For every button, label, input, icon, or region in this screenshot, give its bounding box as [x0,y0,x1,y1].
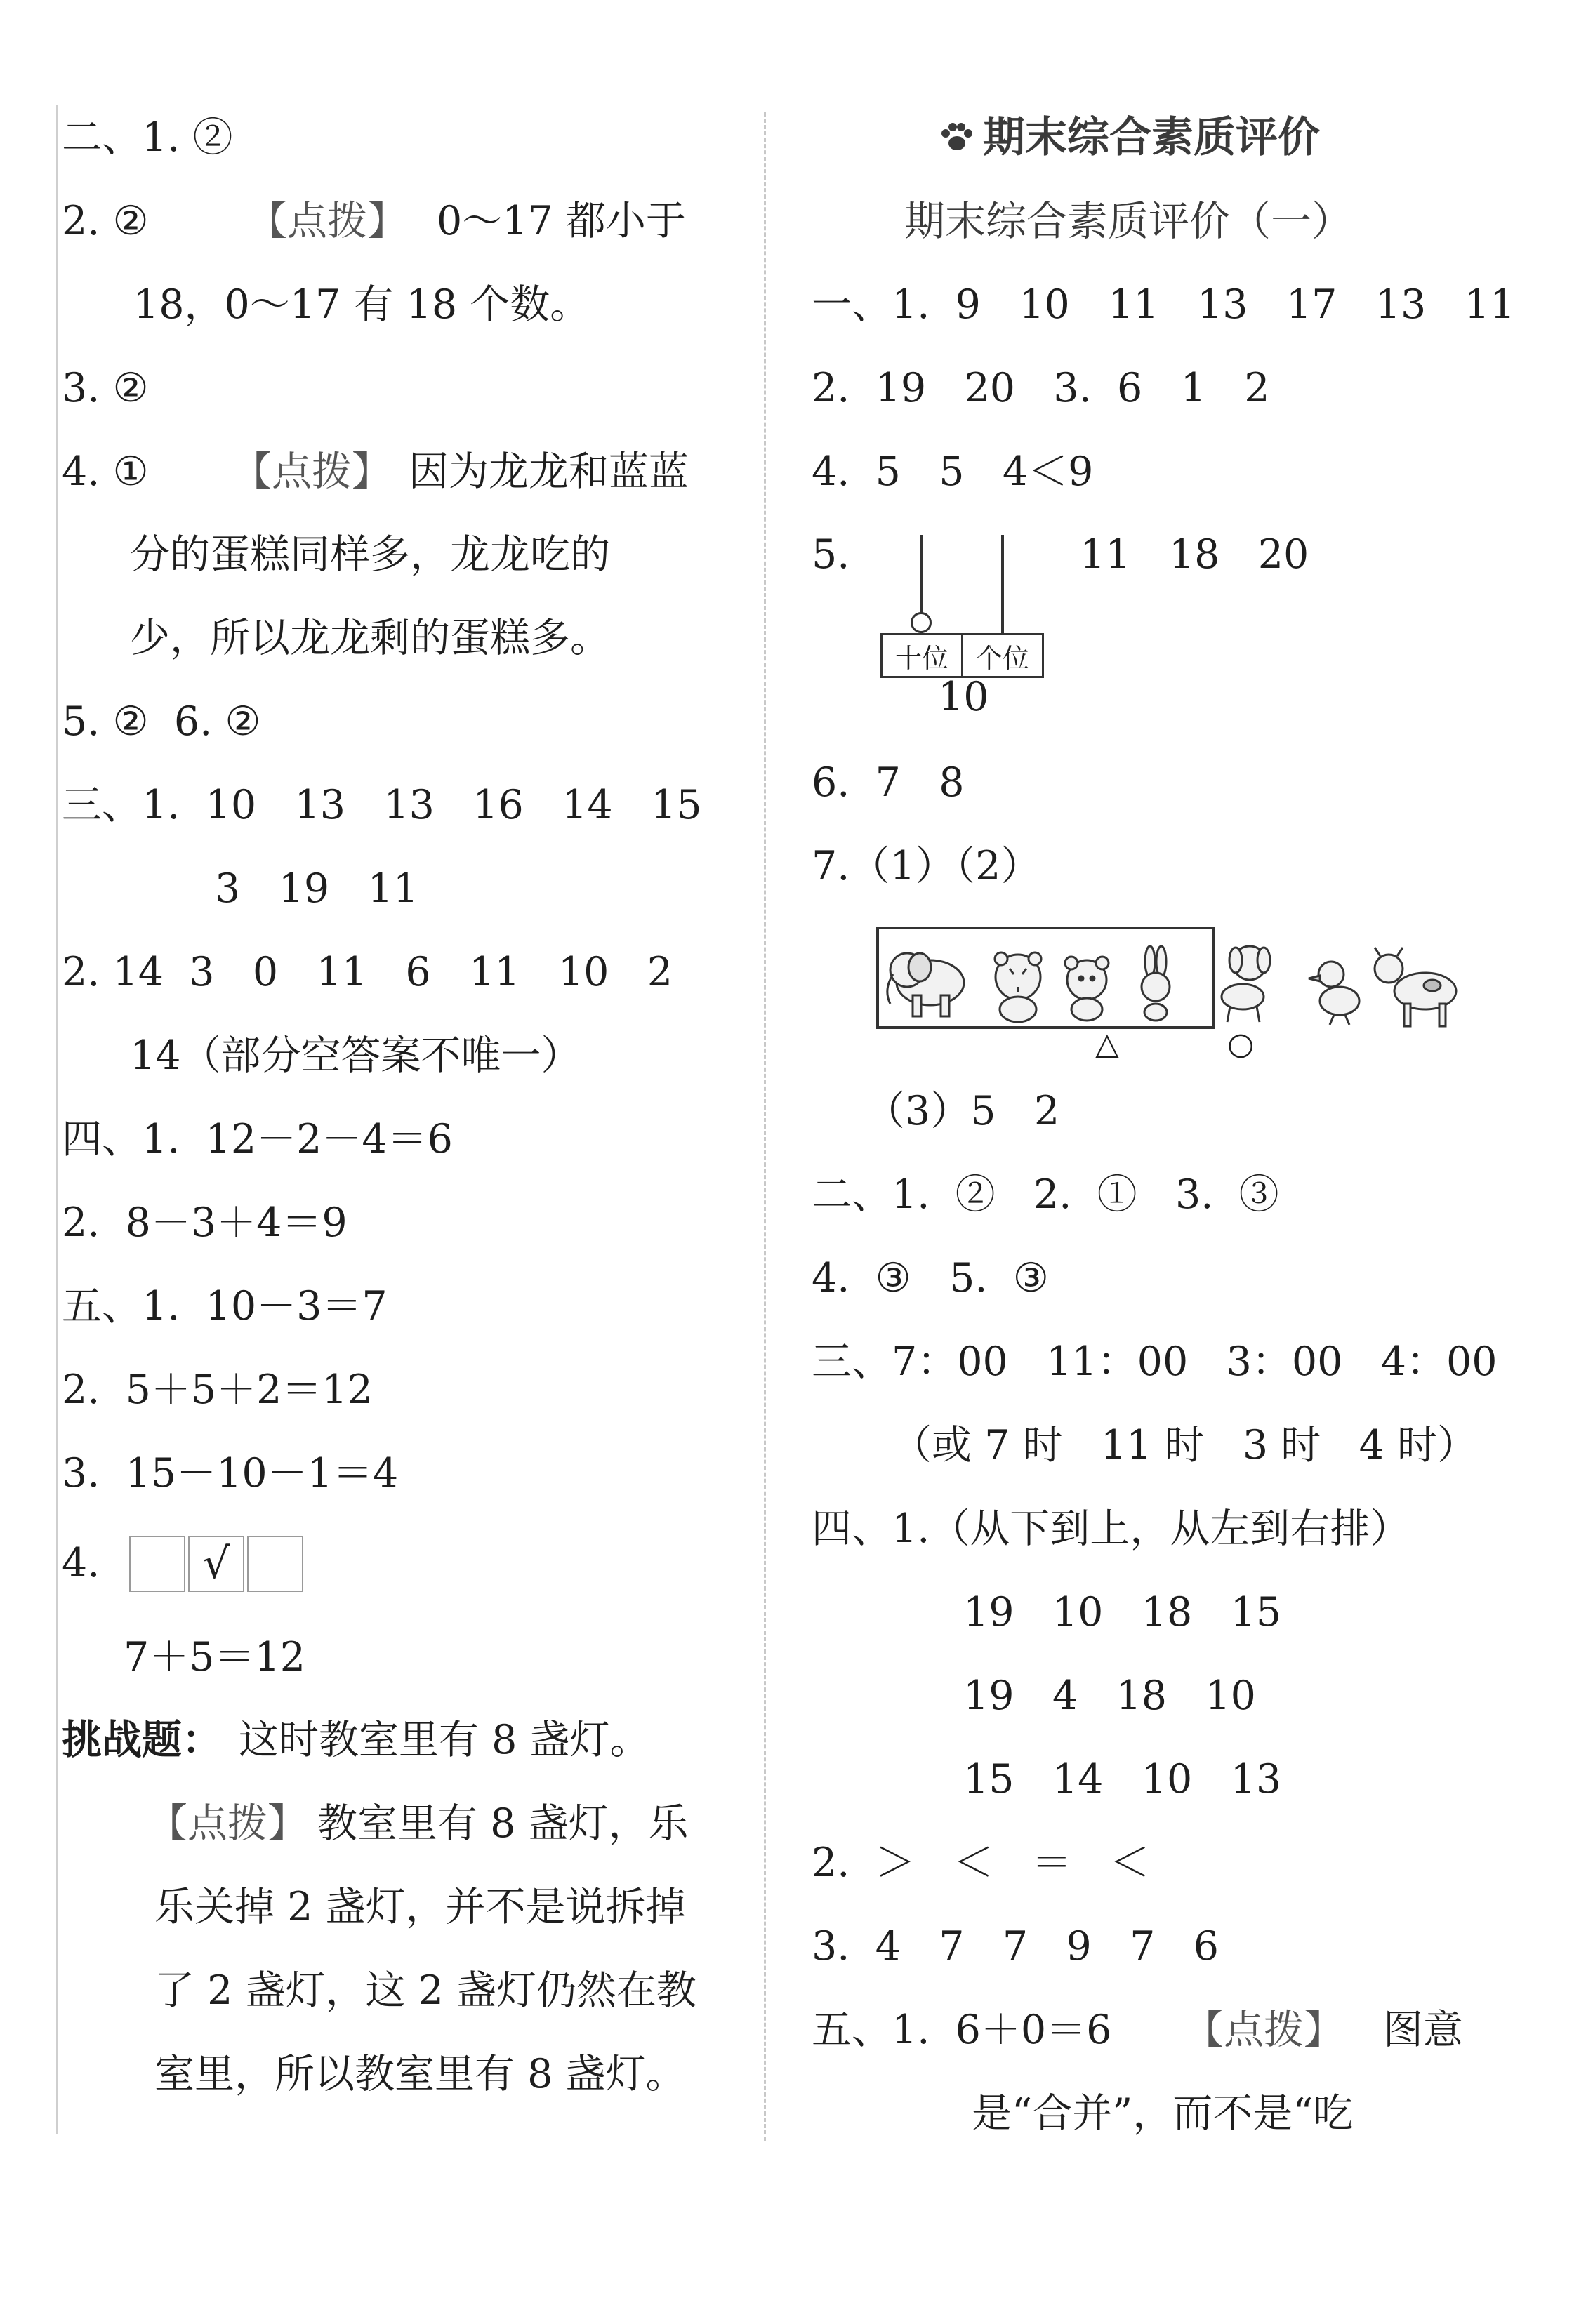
right-answer-line: 3. 4 7 7 9 7 6 [812,1923,1219,1970]
left-answer-line: 2. 8－3＋4＝9 [62,1200,348,1246]
left-answer-line: 二、1. ② [62,114,233,161]
paw-icon [939,121,974,154]
left-answer-line: 少，所以龙龙剩的蛋糕多。 [130,615,610,661]
left-answer-line: 分的蛋糕同样多，龙龙吃的 [130,531,610,578]
left-answer-line: 了 2 盏灯，这 2 盏灯仍然在教 [154,1967,697,2014]
left-answer-line: 18，0～17 有 18 个数。 [133,281,590,328]
left-answer-line: 3. 15－10－1＝4 [62,1450,399,1496]
right-answer-line: 4. ③ 5. ③ [812,1255,1049,1301]
answer-box-checked: √ [188,1536,244,1592]
right-answer-line: 5. [812,531,850,578]
right-answer-line: 15 14 10 13 [963,1756,1282,1802]
left-answer-line: 3. ② [62,365,149,411]
circle-mark: ○ [1227,1026,1255,1062]
elephant-icon [887,953,964,1016]
section-title: 期末综合素质评价 [983,113,1320,162]
left-answer-line: 7＋5＝12 [124,1634,306,1680]
hint-label: 【点拨】 [247,198,407,244]
right-answer-line: 四、1.（从下到上，从左到右排） [812,1506,1410,1552]
duck-icon [1309,962,1359,1025]
left-answer-line: 因为龙龙和蓝蓝 [409,449,689,495]
left-answer-line: 4. ① [62,449,149,495]
section-subtitle: 期末综合素质评价（一） [904,197,1353,245]
rabbit-icon [1142,946,1170,1021]
left-answer-line: 0～17 都小于 [437,198,686,244]
left-answer-line: 2. 5＋5＋2＝12 [62,1367,373,1413]
hint-label: 【点拨】 [1184,2007,1344,2053]
column-divider [764,112,766,2141]
right-answer-line: 是“合并”，而不是“吃 [972,2090,1354,2137]
left-answer-line: 3 19 11 [215,865,419,912]
cow-icon [1375,948,1456,1026]
right-answer-line: 19 4 18 10 [963,1673,1256,1719]
answer-box [129,1536,185,1592]
left-answer-line: 14（部分空答案不唯一） [130,1032,581,1079]
right-answer-line: 三、7：00 11：00 3：00 4：00 [812,1339,1498,1385]
answer-box [247,1536,303,1592]
right-answer-line: 二、1. ② 2. ① 3. ③ [812,1171,1279,1218]
right-answer-line: 19 10 18 15 [963,1589,1282,1635]
left-answer-line: 2. 14 3 0 11 6 11 10 2 [62,949,673,995]
left-answer-line: 四、1. 12－2－4＝6 [62,1116,453,1162]
right-answer-line: 4. 5 5 4＜9 [812,449,1094,495]
right-answer-line: 2. 19 20 3. 6 1 2 [812,365,1270,411]
hint-label: 【点拨】 [147,1800,308,1847]
right-answer-line: 图意 [1383,2007,1463,2053]
left-answer-line: 挑战题： [62,1716,222,1763]
left-answer-line: 室里，所以教室里有 8 盏灯。 [154,2051,686,2097]
triangle-mark: △ [1095,1026,1119,1062]
hint-label: 【点拨】 [232,449,392,495]
left-answer-line: 2. ② [62,198,149,244]
left-answer-line: 教室里有 8 盏灯，乐 [317,1800,689,1847]
dog-icon [1222,946,1270,1022]
tiger-icon [995,952,1041,1022]
margin-line [56,105,58,2134]
left-answer-line: 4. [62,1540,100,1586]
abacus-rod-ones [1001,535,1004,633]
animals-svg [878,919,1467,1039]
right-answer-line: （或 7 时 11 时 3 时 4 时） [892,1422,1477,1468]
right-answer-line: 7.（1）（2） [812,843,1041,889]
tens-label: 十位 [894,642,948,674]
right-answer-line: 10 [938,674,989,720]
abacus-bead [911,612,932,633]
bear-icon [1065,957,1109,1021]
left-answer-line: 这时教室里有 8 盏灯。 [239,1717,650,1763]
right-answer-line: 6. 7 8 [812,759,965,806]
left-answer-line: 5. ② 6. ② [62,698,261,745]
right-answer-line: 2. ＞ ＜ ＝ ＜ [812,1840,1150,1886]
right-answer-line: 五、1. 6＋0＝6 [812,2007,1112,2053]
right-answer-line: 11 18 20 [1080,531,1309,578]
left-answer-line: 乐关掉 2 盏灯，并不是说拆掉 [154,1884,686,1930]
right-answer-line: 一、1. 9 10 11 13 17 13 11 [812,281,1516,328]
left-answer-line: 三、1. 10 13 13 16 14 15 [62,782,702,828]
ones-label: 个位 [961,635,1042,676]
right-answer-line: （3）5 2 [865,1088,1060,1134]
left-answer-line: 五、1. 10－3＝7 [62,1283,388,1329]
place-value-box [880,633,1044,678]
